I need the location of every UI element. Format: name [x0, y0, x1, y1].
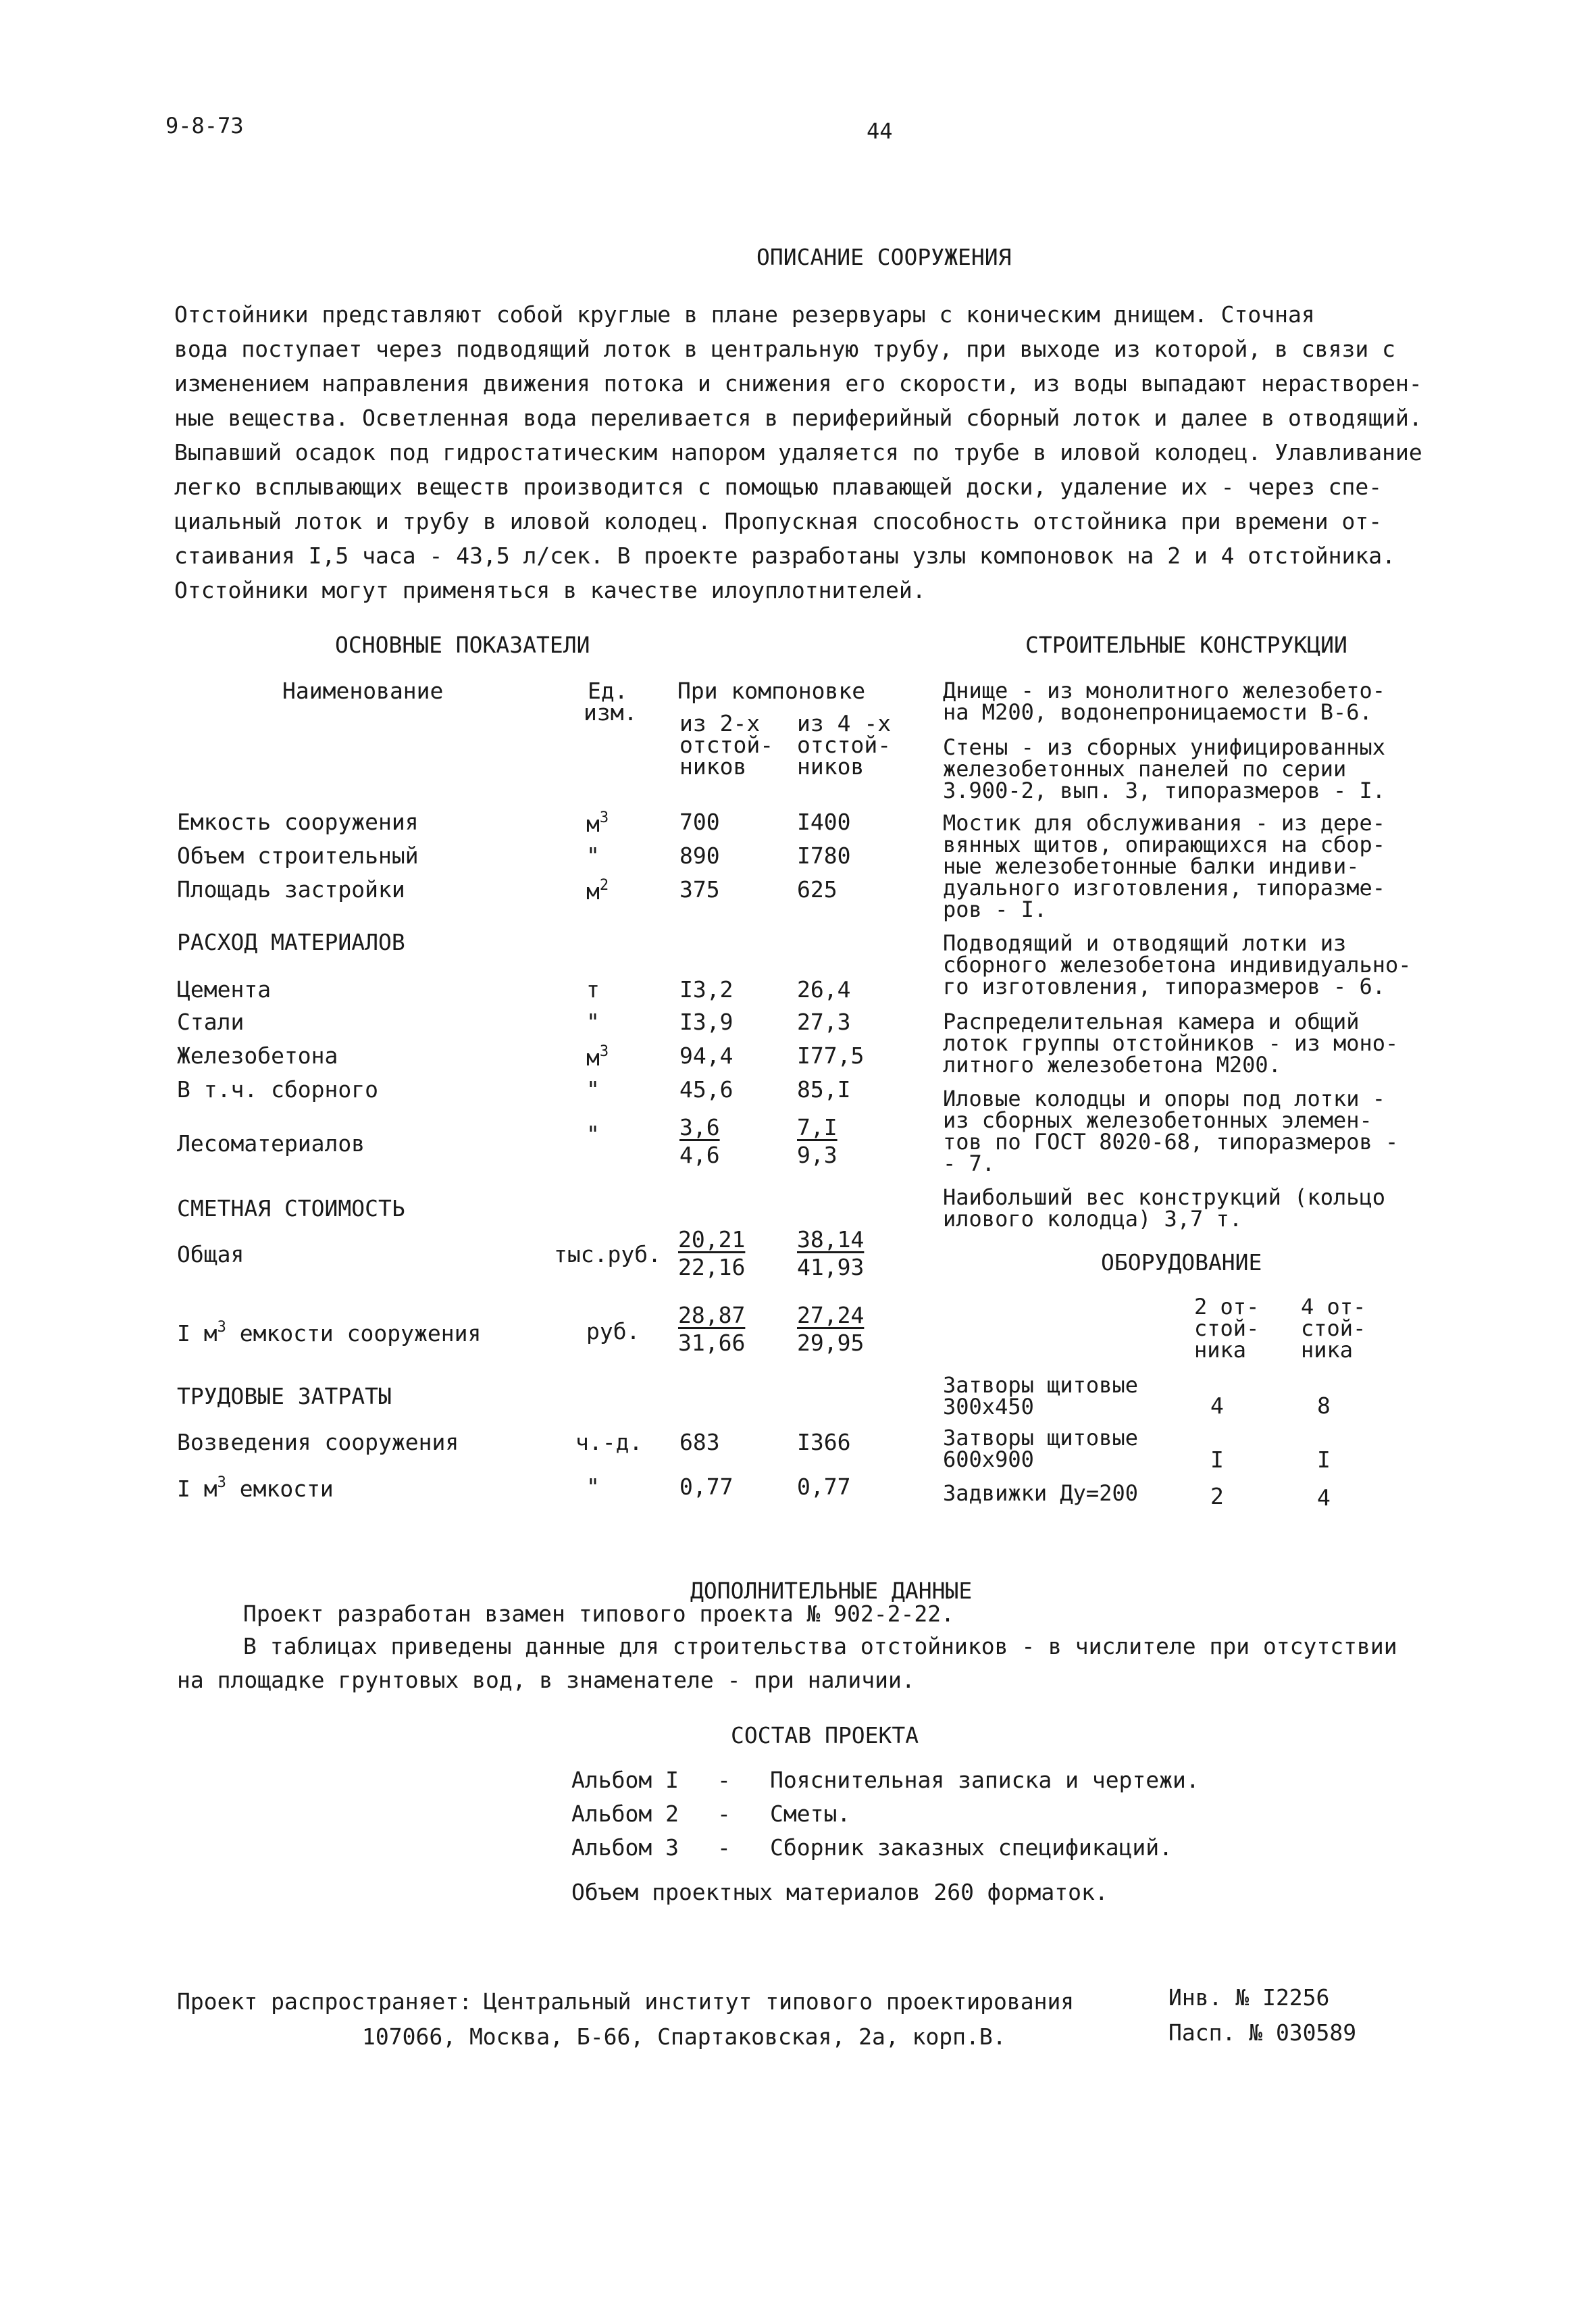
construction-item-wells: Иловые колодцы и опоры под лотки - из сборных железобетонных элемен- тов по ГОСТ 8020-68, типоразмеров - - 7.: [943, 1086, 1399, 1176]
indicators-col-layout: При компоновке: [677, 678, 866, 704]
construction-item-bottom: Днище - из монолитного железобето- на М200, водонепроницаемости В-6.: [943, 678, 1386, 725]
fraction-4: $\frac{7,I}{9,3}$: [797, 1114, 838, 1168]
equipment-row-gate-300: Затворы щитовые 300х450: [943, 1372, 1138, 1419]
table-row-volume: Объем строительный: [177, 842, 419, 869]
equipment-row-gate-600: Затворы щитовые 600х900: [943, 1425, 1138, 1472]
construction-item-trays: Подводящий и отводящий лотки из сборного железобетона индивидуально- го изготовления, типоразмеров - 6.: [943, 930, 1412, 999]
value-2: 4: [1210, 1392, 1224, 1419]
value-2: 2: [1210, 1483, 1224, 1509]
table-row-capacity: Емкость сооружения: [177, 809, 419, 835]
table-row-precast: В т.ч. сборного: [177, 1076, 379, 1103]
description-paragraph: Отстойники представляют собой круглые в плане резервуары с коническим днищем. Сточная вода поступает через подводящий лоток в центральную трубу, при выходе из которой, в связи с изменением направления движения потока и снижения его скорости, из воды выпадают нерастворен- ные вещества. Осветленная вода переливается в периферийный сборный лоток и далее в отводящий. Выпавший осадок под гидростатическим напором удаляется по трубе в иловой колодец. Улавливание легко всплывающих веществ производится с помощью плавающей доски, удаление их - через спе- циальный лоток и трубу в иловой колодец. Пропускная способность отстойника при времени от- стаивания I,5 часа - 43,5 л/сек. В проекте разработаны узлы компоновок на 2 и 4 отстойника. Отстойники могут применяться в качестве илоуплотнителей.: [174, 301, 1422, 603]
construction-item-bridge: Мостик для обслуживания - из дере- вянных щитов, опирающихся на сбор- ные железобетонные балки индиви- дуального изготовления, типоразме- ров - I.: [943, 810, 1386, 922]
equipment-col-2: 2 от- стой- ника: [1194, 1294, 1260, 1363]
album-2-dash: -: [717, 1801, 731, 1827]
table-row-timber: Лесоматериалов: [177, 1130, 365, 1157]
value-4: 27,3: [797, 1009, 851, 1035]
cost-title: СМЕТНАЯ СТОИМОСТЬ: [177, 1195, 405, 1222]
footer-address: 107066, Москва, Б-66, Спартаковская, 2а, корп.В.: [362, 2023, 1006, 2050]
indicators-title: ОСНОВНЫЕ ПОКАЗАТЕЛИ: [335, 632, 590, 658]
value-2: I: [1210, 1447, 1224, 1473]
value-4: 26,4: [797, 976, 851, 1003]
value-2: 375: [679, 876, 720, 903]
indicators-col-4: из 4 -х отстой- ников: [797, 710, 892, 780]
value-4: I366: [797, 1429, 851, 1455]
page-number: 44: [867, 118, 893, 144]
album-2-content: Сметы.: [770, 1801, 851, 1827]
footer-distributor-name: Центральный институт типового проектирования: [484, 1988, 1075, 2015]
table-row-cement: Цемента: [177, 976, 272, 1003]
unit-cell: $м^2$: [586, 877, 609, 905]
document-code: 9-8-73: [165, 113, 244, 139]
indicators-col-unit-2: изм.: [584, 699, 638, 726]
composition-volume: Объем проектных материалов 260 форматок.: [571, 1879, 1108, 1905]
equipment-row-valve: Задвижки Ду=200: [943, 1480, 1138, 1506]
value-4: I780: [797, 842, 851, 869]
indicators-col-2: из 2-х отстой- ников: [679, 710, 774, 780]
value-2: 94,4: [679, 1042, 733, 1069]
unit-cell: ": [586, 1076, 600, 1103]
unit-cell: ": [586, 1474, 600, 1500]
value-4: I: [1317, 1447, 1331, 1473]
value-2: 45,6: [679, 1076, 733, 1103]
fraction-2: $\frac{28,87}{31,66}$: [678, 1302, 746, 1356]
value-2: I3,9: [679, 1009, 733, 1035]
value-4: 8: [1317, 1392, 1331, 1419]
album-3-content: Сборник заказных спецификаций.: [770, 1834, 1173, 1861]
value-2: 0,77: [679, 1474, 733, 1500]
value-4: 625: [797, 876, 838, 903]
album-3-dash: -: [717, 1834, 731, 1861]
additional-line-2: В таблицах приведены данные для строительства отстойников - в числителе при отсутствии: [243, 1633, 1397, 1659]
table-row-area: Площадь застройки: [177, 876, 405, 903]
construction-title: СТРОИТЕЛЬНЫЕ КОНСТРУКЦИИ: [1025, 632, 1347, 658]
fraction-4: $\frac{27,24}{29,95}$: [797, 1302, 865, 1356]
table-row-labor-build: Возведения сооружения: [177, 1429, 459, 1455]
album-1-content: Пояснительная записка и чертежи.: [770, 1767, 1200, 1793]
construction-item-walls: Стены - из сборных унифицированных железобетонных панелей по серии 3.900-2, вып. 3, типоразмеров - I.: [943, 734, 1386, 803]
fraction-2: $\frac{20,21}{22,16}$: [678, 1226, 746, 1280]
additional-line-1: Проект разработан взамен типового проекта № 902-2-22.: [243, 1601, 954, 1627]
unit-cell: ": [586, 1009, 600, 1035]
equipment-col-4: 4 от- стой- ника: [1301, 1294, 1366, 1363]
value-2: 700: [679, 809, 720, 835]
construction-item-chamber: Распределительная камера и общий лоток группы отстойников - из моно- литного железобетона М200.: [943, 1009, 1399, 1078]
value-2: 890: [679, 842, 720, 869]
unit-cell: $м^3$: [586, 1043, 609, 1071]
additional-line-3: на площадке грунтовых вод, в знаменателе - при наличии.: [177, 1667, 915, 1693]
materials-title: РАСХОД МАТЕРИАЛОВ: [177, 929, 405, 955]
composition-title: СОСТАВ ПРОЕКТА: [731, 1722, 919, 1749]
value-2: 683: [679, 1429, 720, 1455]
footer-pasp: Пасп. № 030589: [1168, 2019, 1357, 2046]
unit-cell: ": [586, 842, 600, 869]
equipment-title: ОБОРУДОВАНИЕ: [1101, 1249, 1262, 1276]
table-row-cost-per-m3: I $м^3$ емкости сооружения: [177, 1319, 482, 1347]
unit-cell: руб.: [586, 1318, 640, 1344]
value-4: 4: [1317, 1484, 1331, 1511]
value-4: I77,5: [797, 1042, 865, 1069]
footer-inv: Инв. № I2256: [1168, 1984, 1330, 2011]
unit-cell: тыс.руб.: [554, 1241, 661, 1267]
table-row-cost-total: Общая: [177, 1241, 244, 1267]
labor-title: ТРУДОВЫЕ ЗАТРАТЫ: [177, 1383, 392, 1409]
additional-title: ДОПОЛНИТЕЛЬНЫЕ ДАННЫЕ: [690, 1578, 973, 1604]
indicators-col-name: Наименование: [282, 678, 444, 704]
album-1-label: Альбом I: [571, 1767, 679, 1793]
value-4: I400: [797, 809, 851, 835]
unit-cell: ч.-д.: [575, 1429, 643, 1455]
fraction-4: $\frac{38,14}{41,93}$: [797, 1226, 865, 1280]
indicators-col-unit: Ед.: [588, 678, 628, 704]
unit-cell: т: [586, 976, 600, 1003]
value-4: 85,I: [797, 1076, 851, 1103]
fraction-2: $\frac{3,6}{4,6}$: [679, 1114, 720, 1168]
unit-cell: ": [586, 1121, 600, 1147]
album-1-dash: -: [717, 1767, 731, 1793]
value-2: I3,2: [679, 976, 733, 1003]
footer-distributor-label: Проект распространяет:: [177, 1988, 473, 2015]
table-row-steel: Стали: [177, 1009, 244, 1035]
construction-item-max-weight: Наибольший вес конструкций (кольцо илового колодца) 3,7 т.: [943, 1184, 1386, 1232]
description-title: ОПИСАНИЕ СООРУЖЕНИЯ: [756, 244, 1012, 270]
album-2-label: Альбом 2: [571, 1801, 679, 1827]
album-3-label: Альбом 3: [571, 1834, 679, 1861]
value-4: 0,77: [797, 1474, 851, 1500]
table-row-labor-m3: I $м^3$ емкости: [177, 1474, 334, 1502]
table-row-concrete: Железобетона: [177, 1042, 338, 1069]
unit-cell: $м^3$: [586, 809, 609, 837]
